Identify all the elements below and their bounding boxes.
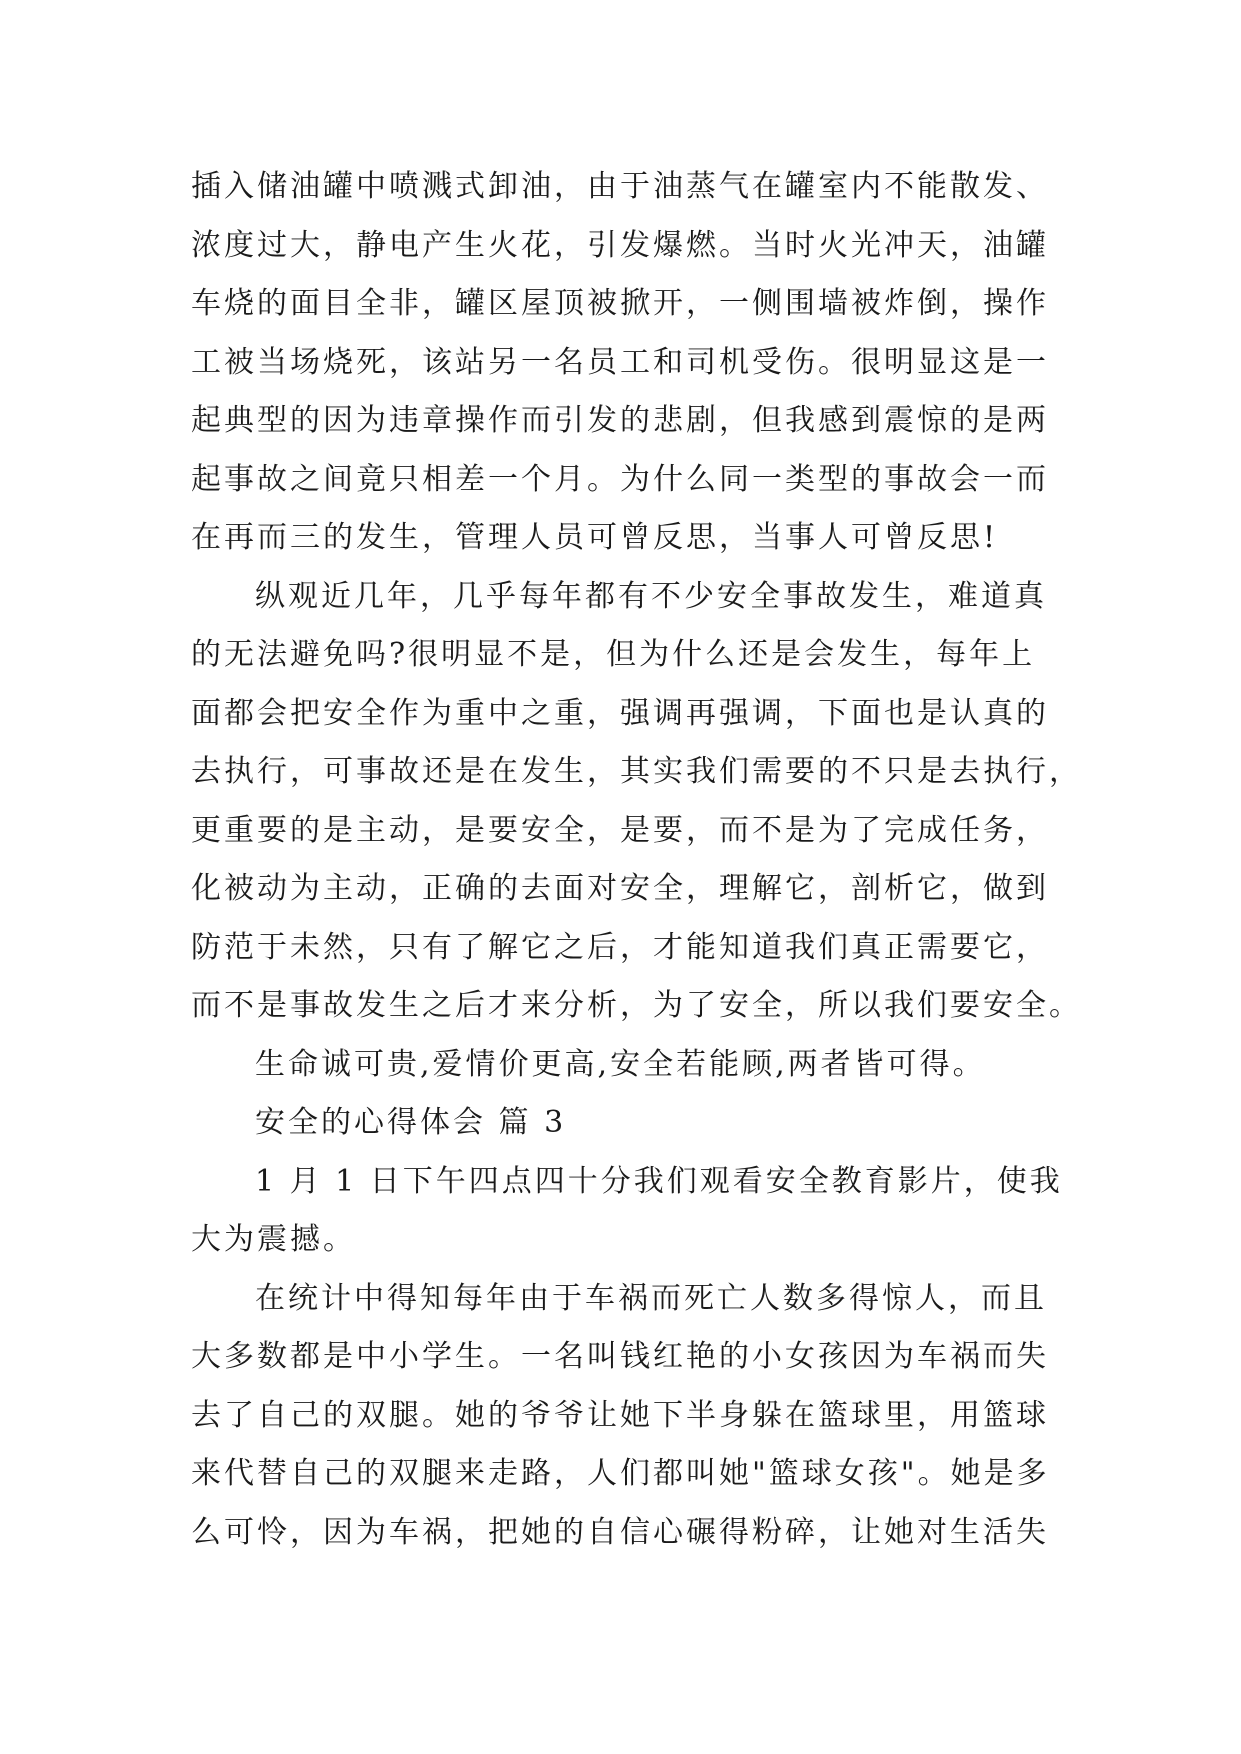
paragraph-first-line: 安全的心得体会 篇 3: [255, 1105, 567, 1140]
text-line: 更重要的是主动，是要安全，是要，而不是为了完成任务，: [191, 812, 1049, 848]
paragraph-first-line: 在统计中得知每年由于车祸而死亡人数多得惊人，而且: [255, 1280, 1047, 1316]
text-line: 浓度过大，静电产生火花，引发爆燃。当时火光冲天，油罐: [191, 227, 1049, 263]
text-line: 么可怜，因为车祸，把她的自信心碾得粉碎，让她对生活失: [191, 1514, 1049, 1550]
text-line: 而不是事故发生之后才来分析，为了安全，所以我们要安全。: [191, 988, 1082, 1023]
text-line: 来代替自己的双腿来走路，人们都叫她"篮球女孩"。她是多: [191, 1456, 1050, 1491]
text-line: 插入储油罐中喷溅式卸油，由于油蒸气在罐室内不能散发、: [191, 169, 1049, 204]
text-line: 去执行，可事故还是在发生，其实我们需要的不只是去执行，: [191, 754, 1082, 789]
text-line: 起事故之间竟只相差一个月。为什么同一类型的事故会一而: [191, 461, 1049, 497]
body-text: [191, 158, 1082, 1562]
text-line: 去了自己的双腿。她的爷爷让她下半身躲在篮球里，用篮球: [191, 1397, 1049, 1433]
text-line: 工被当场烧死，该站另一名员工和司机受伤。很明显这是一: [191, 344, 1049, 380]
paragraph-first-line: 生命诚可贵,爱情价更高,安全若能顾,两者皆可得。: [255, 1046, 986, 1082]
text-line: 防范于未然，只有了解它之后，才能知道我们真正需要它，: [191, 929, 1049, 965]
text-line: 车烧的面目全非，罐区屋顶被掀开，一侧围墙被炸倒，操作: [191, 286, 1049, 321]
text-line: 面都会把安全作为重中之重，强调再强调，下面也是认真的: [191, 695, 1049, 731]
text-line: 化被动为主动，正确的去面对安全，理解它，剖析它，做到: [191, 871, 1049, 906]
text-line: 起典型的因为违章操作而引发的悲剧，但我感到震惊的是两: [191, 403, 1049, 438]
text-line: 的无法避免吗?很明显不是，但为什么还是会发生，每年上: [191, 637, 1036, 672]
paragraph-first-line: 纵观近几年，几乎每年都有不少安全事故发生，难道真: [255, 578, 1047, 614]
paragraph-first-line: 1 月 1 日下午四点四十分我们观看安全教育影片，使我: [255, 1163, 1063, 1199]
text-line: 在再而三的发生，管理人员可曾反思，当事人可曾反思!: [191, 520, 999, 555]
text-line: 大为震撼。: [191, 1222, 356, 1257]
text-line: 大多数都是中小学生。一名叫钱红艳的小女孩因为车祸而失: [191, 1339, 1049, 1374]
